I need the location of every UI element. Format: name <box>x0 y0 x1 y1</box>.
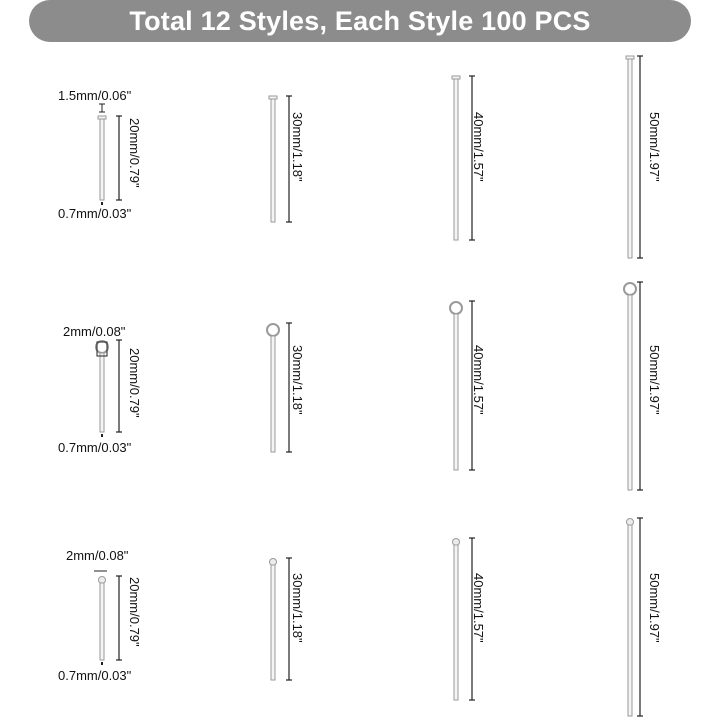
ball-head-3 <box>453 539 460 546</box>
row2-length-50: 50mm/1.97" <box>647 345 662 415</box>
row1-wire-label: 0.7mm/0.03" <box>58 206 132 221</box>
row2-length-20: 20mm/0.79" <box>127 348 142 418</box>
flat-head-pin-3 <box>454 79 458 240</box>
flat-head-pin-1 <box>100 119 104 200</box>
eye-loop-3 <box>450 302 462 314</box>
row2-wire-label: 0.7mm/0.03" <box>58 440 132 455</box>
row2-wire-dim-mark <box>101 434 103 437</box>
row3-length-50: 50mm/1.97" <box>647 573 662 643</box>
flat-head-pin-4 <box>628 59 632 258</box>
row2-head-label: 2mm/0.08" <box>63 324 126 339</box>
eye-loop-1 <box>96 341 108 353</box>
row2-length-40: 40mm/1.57" <box>471 345 486 415</box>
title-text: Total 12 Styles, Each Style 100 PCS <box>129 5 591 36</box>
row1-length-50: 50mm/1.97" <box>647 112 662 182</box>
eye-pin-1 <box>100 353 104 432</box>
eye-pin-2 <box>271 336 275 452</box>
row3-head-label: 2mm/0.08" <box>66 548 129 563</box>
row1-length-20: 20mm/0.79" <box>127 118 142 188</box>
title-banner <box>50 0 670 42</box>
ball-head-pin-4 <box>628 525 632 716</box>
flat-head-pin-2 <box>271 99 275 222</box>
ball-head-pin-1 <box>100 583 104 660</box>
row1-length-30: 30mm/1.18" <box>290 112 305 182</box>
eye-pin-4 <box>628 295 632 490</box>
row1-head-label: 1.5mm/0.06" <box>58 88 132 103</box>
row3-wire-label: 0.7mm/0.03" <box>58 668 132 683</box>
ball-head-2 <box>270 559 277 566</box>
ball-head-1 <box>99 577 106 584</box>
row3-length-40: 40mm/1.57" <box>471 573 486 643</box>
ball-head-pin-3 <box>454 545 458 700</box>
row3-length-20: 20mm/0.79" <box>127 577 142 647</box>
eye-pin-3 <box>454 314 458 470</box>
eye-loop-4 <box>624 283 636 295</box>
row1-wire-dim-mark <box>101 202 103 205</box>
ball-head-4 <box>627 519 634 526</box>
row1-length-40: 40mm/1.57" <box>471 112 486 182</box>
row2-length-30: 30mm/1.18" <box>290 345 305 415</box>
ball-head-pin-2 <box>271 565 275 680</box>
row3-length-30: 30mm/1.18" <box>290 573 305 643</box>
eye-loop-2 <box>267 324 279 336</box>
row3-wire-dim-mark <box>101 662 103 665</box>
